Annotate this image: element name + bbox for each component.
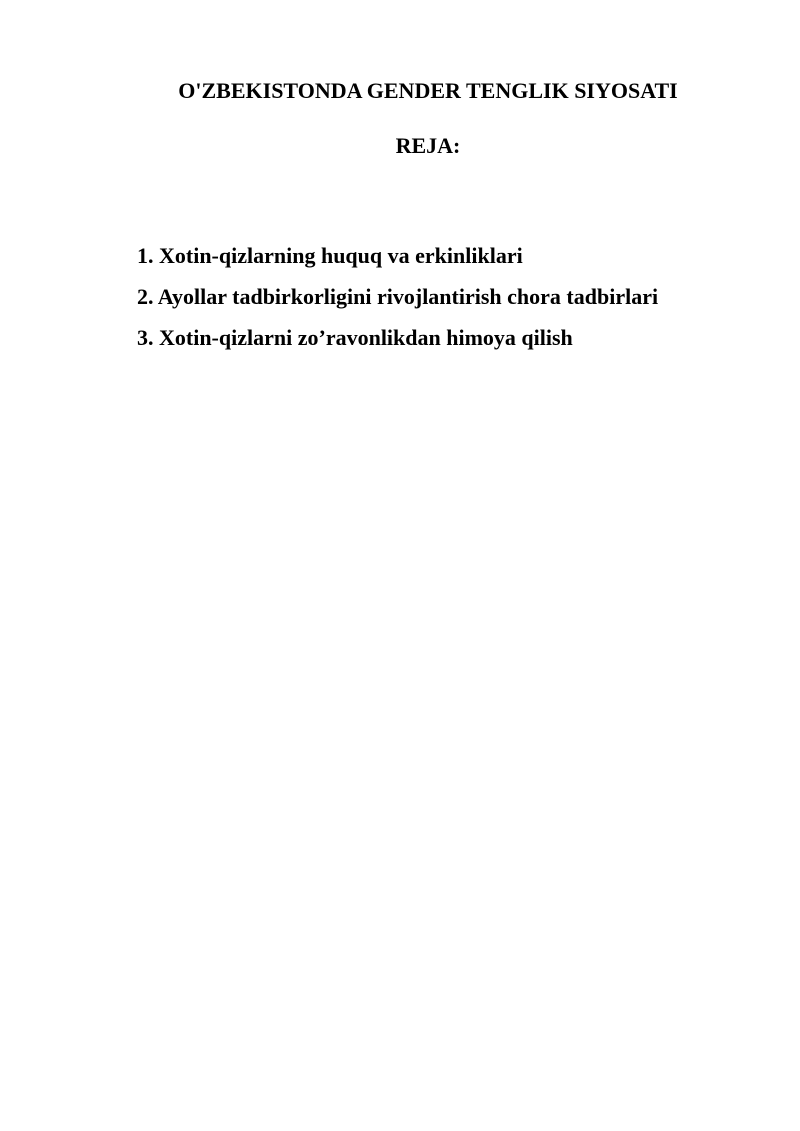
document-title: O'ZBEKISTONDA GENDER TENGLIK SIYOSATI bbox=[178, 78, 678, 103]
plan-list bbox=[137, 242, 658, 365]
plan-item: 3. Xotin-qizlarni zo’ravonlikdan himoya qilish bbox=[137, 325, 573, 350]
plan-item: 2. Ayollar tadbirkorligini rivojlantirish chora tadbirlari bbox=[137, 284, 659, 309]
plan-heading: REJA: bbox=[395, 133, 461, 158]
plan-item: 1. Xotin-qizlarning huquq va erkinliklari bbox=[137, 243, 523, 268]
